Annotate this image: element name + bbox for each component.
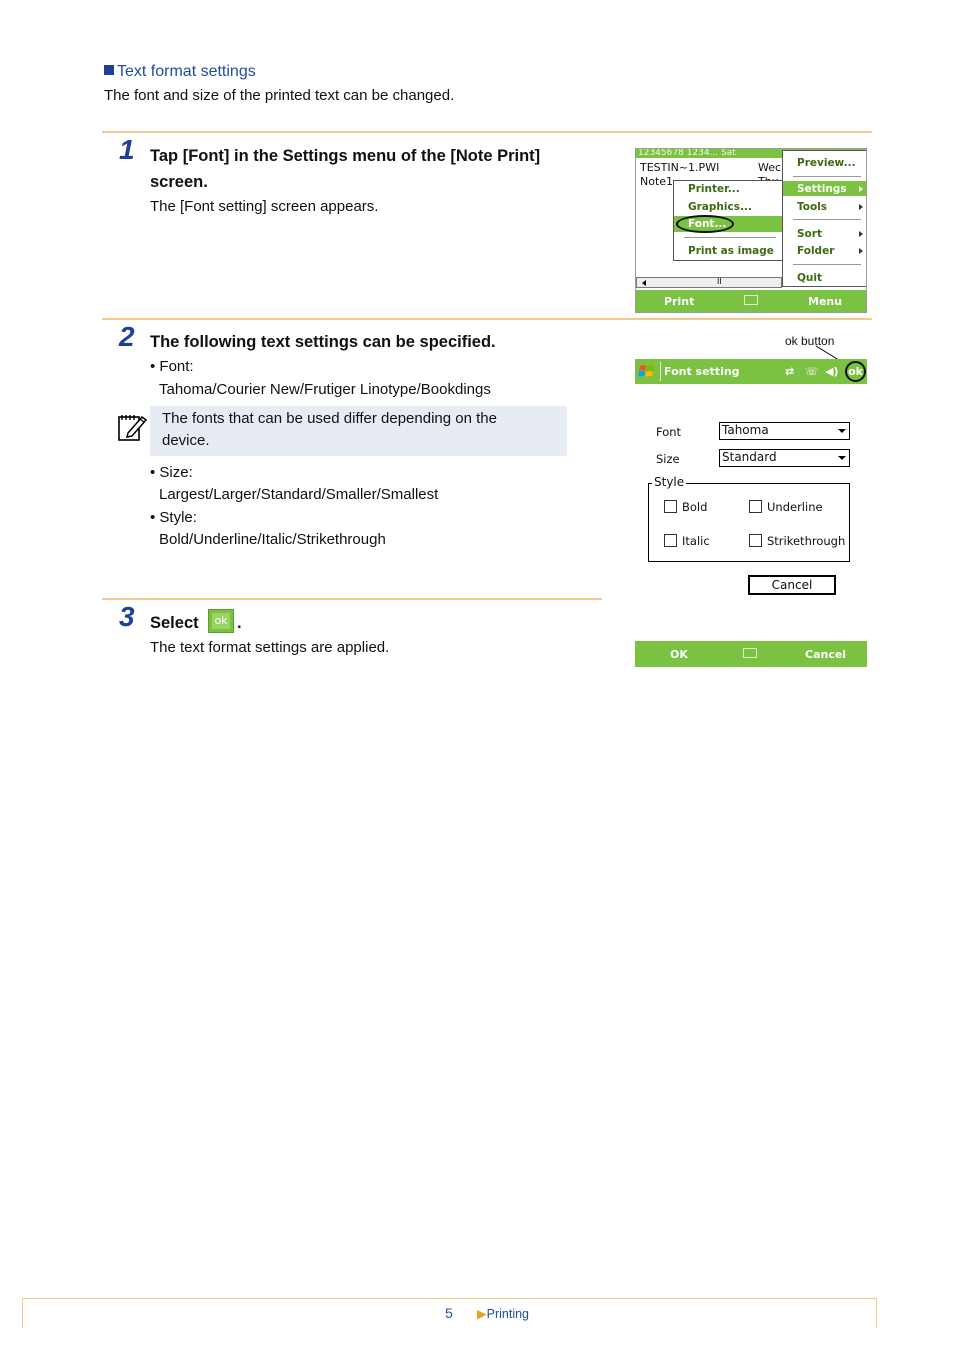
softkey-cancel[interactable]: Cancel [805,648,847,661]
speaker-icon[interactable]: ◀) [825,365,839,378]
menu-preview[interactable]: Preview... [797,157,856,169]
phone-icon[interactable]: ☏ [805,365,819,378]
step2-number: 2 [119,321,135,352]
horizontal-scrollbar[interactable] [636,277,782,288]
softkey-print[interactable]: Print [664,295,695,308]
square-bullet-icon [104,65,114,75]
size-label: Size [656,452,680,466]
note-line-2: device. [162,432,210,449]
chevron-down-icon[interactable] [838,456,846,460]
font-highlight-circle [676,215,734,233]
bold-label: Bold [682,500,708,514]
submenu-printer[interactable]: Printer... [688,183,740,195]
note-print-screenshot [635,148,867,313]
underline-checkbox[interactable] [749,500,762,513]
submenu-graphics[interactable]: Graphics... [688,201,752,213]
step1-number: 1 [119,134,135,165]
note-line-1: The fonts that can be used differ depending on the [162,410,497,427]
italic-checkbox[interactable] [664,534,677,547]
menu-tools[interactable]: Tools [797,201,828,213]
ok-button-callout: ok button [785,334,835,348]
step3-heading-prefix: Select [150,614,199,632]
main-menu [782,150,867,287]
step3-heading-suffix: . [237,614,242,632]
scroll-left-icon[interactable] [642,280,646,286]
step1-divider [102,131,872,133]
submenu-font[interactable]: Font... [688,218,727,230]
page-number: 5 [445,1305,453,1321]
chevron-right-icon [859,231,863,237]
step3-divider [102,598,602,600]
softkey-menu[interactable]: Menu [808,295,843,308]
font-setting-screenshot [635,359,867,667]
file-item-2[interactable]: Note1 [640,175,674,188]
size-option-values: Largest/Larger/Standard/Smaller/Smallest [159,486,439,503]
printing-link[interactable]: ▶Printing [477,1307,530,1321]
softkey-bar [635,641,867,667]
size-option-label: • Size: [150,464,193,481]
footer-line [22,1298,877,1299]
strikethrough-label: Strikethrough [767,534,846,548]
softkey-ok[interactable]: OK [670,648,688,661]
strikethrough-checkbox[interactable] [749,534,762,547]
keyboard-icon[interactable] [743,648,757,658]
font-select[interactable]: Tahoma [719,422,850,440]
step3-number: 3 [119,601,135,632]
step1-heading-line2: screen. [150,173,208,191]
font-option-values: Tahoma/Courier New/Frutiger Linotype/Bookdings [159,381,491,398]
style-group-label: Style [654,475,685,489]
ok-icon: ok [208,609,234,633]
scroll-thumb[interactable]: II [717,277,722,286]
step2-divider [102,318,872,320]
font-label: Font [656,425,682,439]
style-option-label: • Style: [150,509,197,526]
style-option-values: Bold/Underline/Italic/Strikethrough [159,531,386,548]
chevron-right-icon [859,204,863,210]
status-bar: 12345678 1234... Sat [636,149,867,158]
menu-settings[interactable]: Settings [797,183,847,195]
submenu-print-as-image[interactable]: Print as image [688,245,774,257]
section-intro: The font and size of the printed text can be changed. [104,87,455,104]
font-option-label: • Font: [150,358,194,375]
italic-label: Italic [682,534,710,548]
triangle-right-icon: ▶ [477,1307,487,1321]
memo-pencil-icon [116,411,148,443]
file-item-1[interactable]: TESTIN~1.PWI [640,161,720,174]
bold-checkbox[interactable] [664,500,677,513]
step1-heading-line1: Tap [Font] in the Settings menu of the [Note Print] [150,147,541,165]
chevron-down-icon[interactable] [838,429,846,433]
menu-sort[interactable]: Sort [797,228,822,240]
step1-body: The [Font setting] screen appears. [150,198,379,215]
settings-submenu [673,180,783,261]
style-group [648,483,850,562]
file-item-1-date: Wec [758,161,782,174]
connectivity-icon[interactable]: ⇄ [785,365,795,378]
ok-button[interactable]: ok [845,361,866,382]
font-setting-title-bar [635,359,867,384]
size-select[interactable]: Standard [719,449,850,467]
cancel-button[interactable]: Cancel [748,575,836,595]
note-box [150,406,567,456]
step2-heading: The following text settings can be specified. [150,333,496,351]
menu-folder[interactable]: Folder [797,245,835,257]
chevron-right-icon [859,248,863,254]
windows-start-icon[interactable] [638,363,656,381]
menu-quit[interactable]: Quit [797,272,823,284]
step3-body: The text format settings are applied. [150,639,390,656]
underline-label: Underline [767,500,823,514]
window-title: Font setting [664,365,740,378]
softkey-bar [636,290,867,313]
section-title: Text format settings [104,63,256,81]
keyboard-icon[interactable] [744,295,758,305]
chevron-right-icon [859,186,863,192]
